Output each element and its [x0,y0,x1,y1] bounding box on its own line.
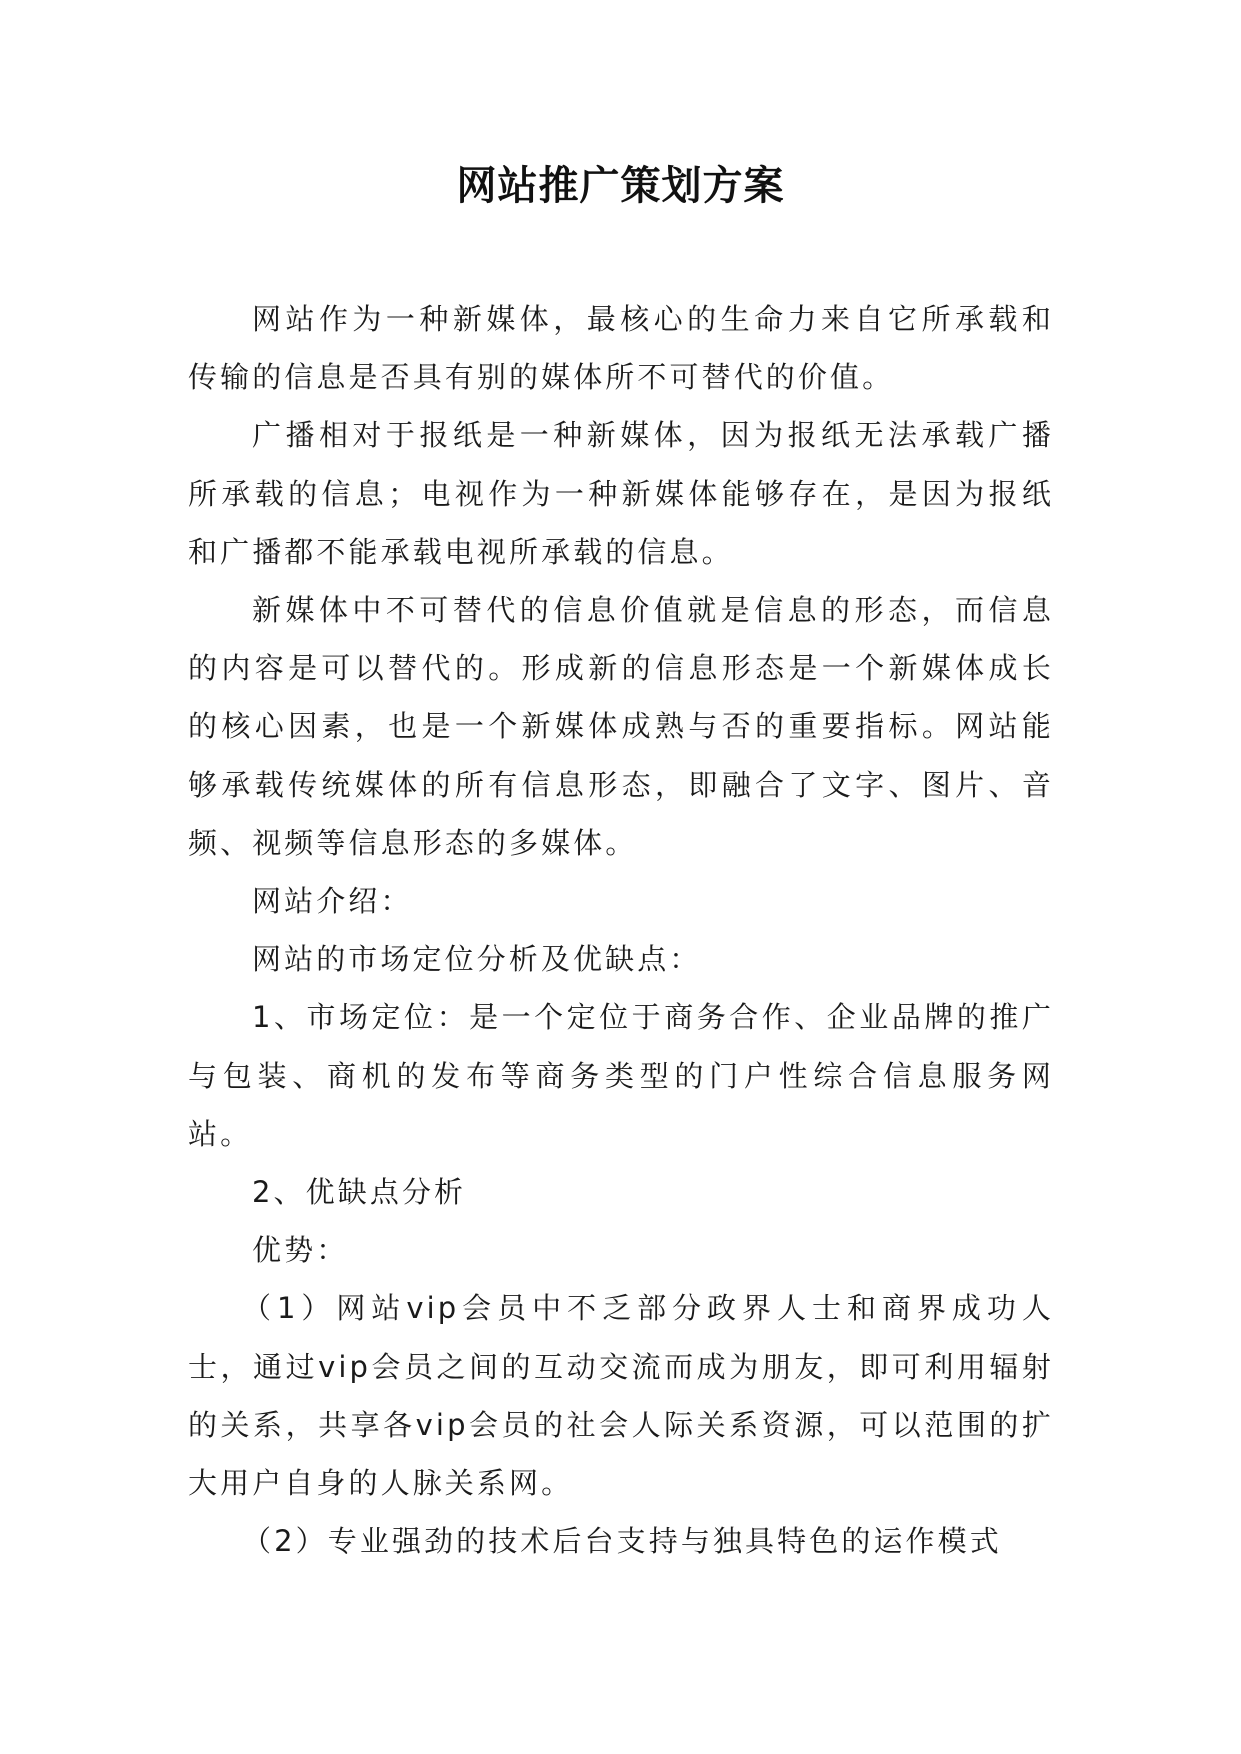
heading-pros-cons: 2、优缺点分析 [252,1175,467,1210]
paragraph-broadcast: 广播相对于报纸是一种新媒体，因为报纸无法承载广播所承载的信息；电视作为一种新媒体能够存在，是因为报纸和广播都不能承载电视所承载的信息。 [188,418,1054,569]
paragraph-new-media: 新媒体中不可替代的信息价值就是信息的形态，而信息的内容是可以替代的。形成新的信息形态是一个新媒体成长的核心因素，也是一个新媒体成熟与否的重要指标。网站能够承载传统媒体的所有信息形态，即融合了文字、图片、音频、视频等信息形态的多媒体。 [188,593,1054,860]
paragraph-intro: 网站作为一种新媒体，最核心的生命力来自它所承载和传输的信息是否具有别的媒体所不可替代的价值。 [188,302,1054,395]
heading-advantages: 优势： [252,1233,349,1268]
heading-site-intro: 网站介绍： [252,884,413,919]
document-body [188,290,1054,1570]
paragraph-market-positioning: 1、市场定位：是一个定位于商务合作、企业品牌的推广与包装、商机的发布等商务类型的门户性综合信息服务网站。 [188,1000,1054,1151]
document-title: 网站推广策划方案 [456,162,785,209]
list-item-advantage-2: （2）专业强劲的技术后台支持与独具特色的运作模式 [242,1524,1002,1559]
list-item-advantage-1: （1）网站vip会员中不乏部分政界人士和商界成功人士，通过vip会员之间的互动交流而成为朋友，即可利用辐射的关系，共享各vip会员的社会人际关系资源，可以范围的扩大用户自身的人脉关系网。 [188,1291,1054,1501]
heading-market-analysis: 网站的市场定位分析及优缺点： [252,942,702,977]
